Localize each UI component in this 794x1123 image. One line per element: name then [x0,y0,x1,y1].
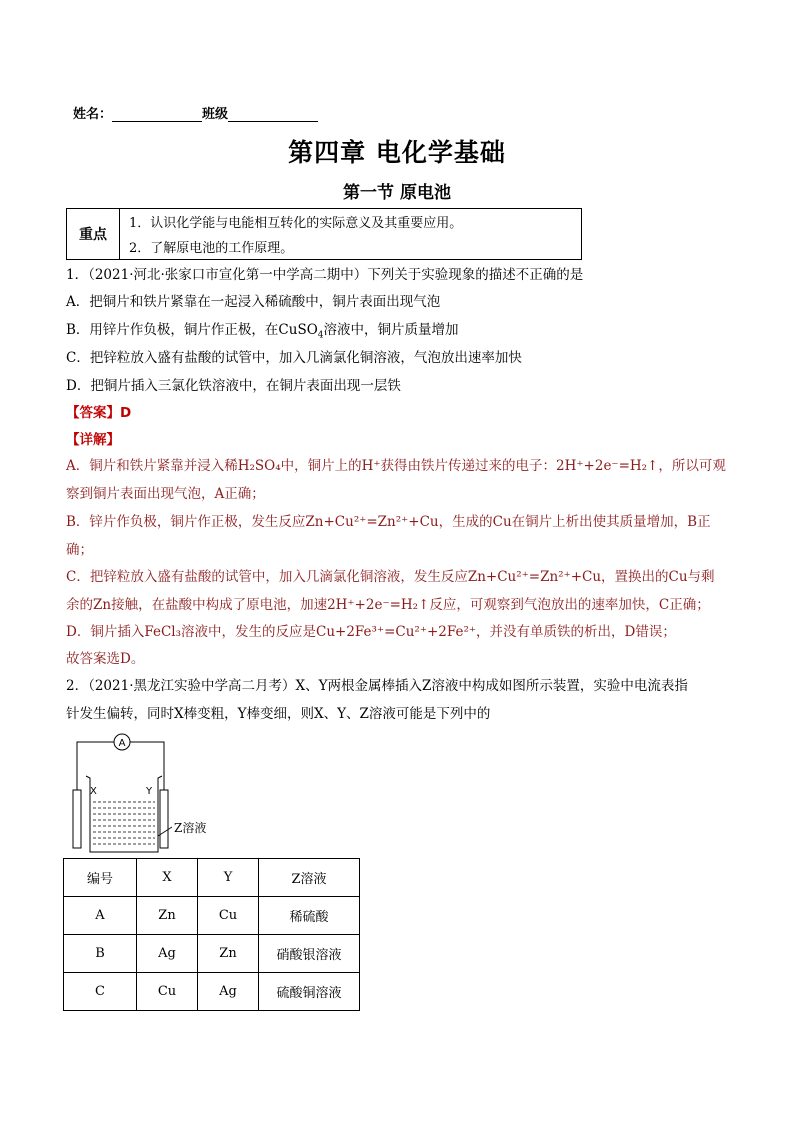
q1-exp-line: A．铜片和铁片紧靠并浸入稀H₂SO₄中，铜片上的H⁺获得由铁片传递过来的电子：2H⁺+2e⁻=H₂↑，所以可观 [66,458,726,474]
q2-options-table [63,858,360,1011]
table-header: 编号 [64,859,137,897]
electrode-x [73,790,81,848]
class-label: 班级 [202,107,229,122]
table-cell: A [64,897,137,935]
q1-answer: 【答案】D [66,405,132,421]
table-cell: B [64,935,137,973]
table-cell: 稀硫酸 [259,897,360,935]
q1-exp-line: 确； [66,542,93,558]
solution-lines [93,802,155,844]
q1-b-pre: B．用锌片作负极，铜片作正极，在 [66,322,279,338]
q1-option-c: C．把锌粒放入盛有盐酸的试管中，加入几滴氯化铜溶液，气泡放出速率加快 [66,350,522,366]
table-cell: 硝酸银溶液 [259,935,360,973]
y-label: Y [146,786,153,797]
name-label: 姓名： [73,107,113,122]
table-header: Y [198,859,259,897]
z-solution-label: Z溶液 [174,821,207,835]
key-points-box [66,208,582,260]
q1-exp-line: D．铜片插入FeCl₃溶液中，发生的反应是Cu+2Fe³⁺=Cu²⁺+2Fe²⁺，并没有单质铁的析出，D错误； [66,624,676,640]
table-cell: Cu [198,897,259,935]
table-header: Z溶液 [259,859,360,897]
section-title: 第一节 原电池 [343,183,451,203]
q1-option-b [66,320,459,340]
chapter-title: 第四章 电化学基础 [288,138,506,167]
galvanic-cell-diagram [60,730,250,858]
q1-exp-line: C．把锌粒放入盛有盐酸的试管中，加入几滴氯化铜溶液，发生反应Zn+Cu²⁺=Zn²⁺+Cu，置换出的Cu与剩 [66,569,715,585]
table-row [64,935,360,973]
wire-right [130,742,164,810]
q1-b-post: 溶液中，铜片质量增加 [323,322,459,338]
q2-stem-line: 针发生偏转，同时X棒变粗，Y棒变细，则X、Y、Z溶液可能是下列中的 [66,706,491,722]
q1-exp-line: 察到铜片表面出现气泡，A正确； [66,486,265,502]
q2-stem-line: 2．（2021·黑龙江实验中学高二月考）X、Y两根金属棒插入Z溶液中构成如图所示装置，实验中电流表指 [66,678,688,694]
table-cell: Ag [137,935,198,973]
q1-b-chem: CuSO [278,322,318,338]
q1-option-a: A．把铜片和铁片紧靠在一起浸入稀硫酸中，铜片表面出现气泡 [66,294,441,310]
wire-left [77,742,114,810]
class-blank[interactable] [228,107,318,122]
table-cell: Zn [198,935,259,973]
table-cell: 硫酸铜溶液 [259,973,360,1011]
ammeter-label: A [118,738,126,749]
table-row [64,973,360,1011]
q1-detail-label: 【详解】 [66,432,120,448]
q1-option-d: D．把铜片插入三氯化铁溶液中，在铜片表面出现一层铁 [66,378,401,394]
table-header-row [64,859,360,897]
q1-stem: 1．（2021·河北·张家口市宣化第一中学高二期中）下列关于实验现象的描述不正确的是 [66,267,584,283]
q1-b-sub: 4 [317,330,324,341]
q1-exp-line: 余的Zn接触，在盐酸中构成了原电池，加速2H⁺+2e⁻=H₂↑反应，可观察到气泡放出的速率加快，C正确； [66,597,710,613]
table-header: X [137,859,198,897]
table-cell: C [64,973,137,1011]
x-label: X [90,786,97,797]
q1-exp-line: B．锌片作负极，铜片作正极，发生反应Zn+Cu²⁺=Zn²⁺+Cu，生成的Cu在铜片上析出使其质量增加，B正 [66,514,711,530]
key-point-1: 1．认识化学能与电能相互转化的实际意义及其重要应用。 [129,216,463,231]
name-class-line [73,103,318,122]
key-point-2: 2．了解原电池的工作原理。 [129,241,294,256]
table-cell: Cu [137,973,198,1011]
table-cell: Zn [137,897,198,935]
table-cell: Ag [198,973,259,1011]
key-points-label: 重点 [67,209,120,259]
electrode-y [160,790,168,848]
table-row [64,897,360,935]
q1-exp-line: 故答案选D。 [66,651,145,667]
name-blank[interactable] [112,107,202,122]
